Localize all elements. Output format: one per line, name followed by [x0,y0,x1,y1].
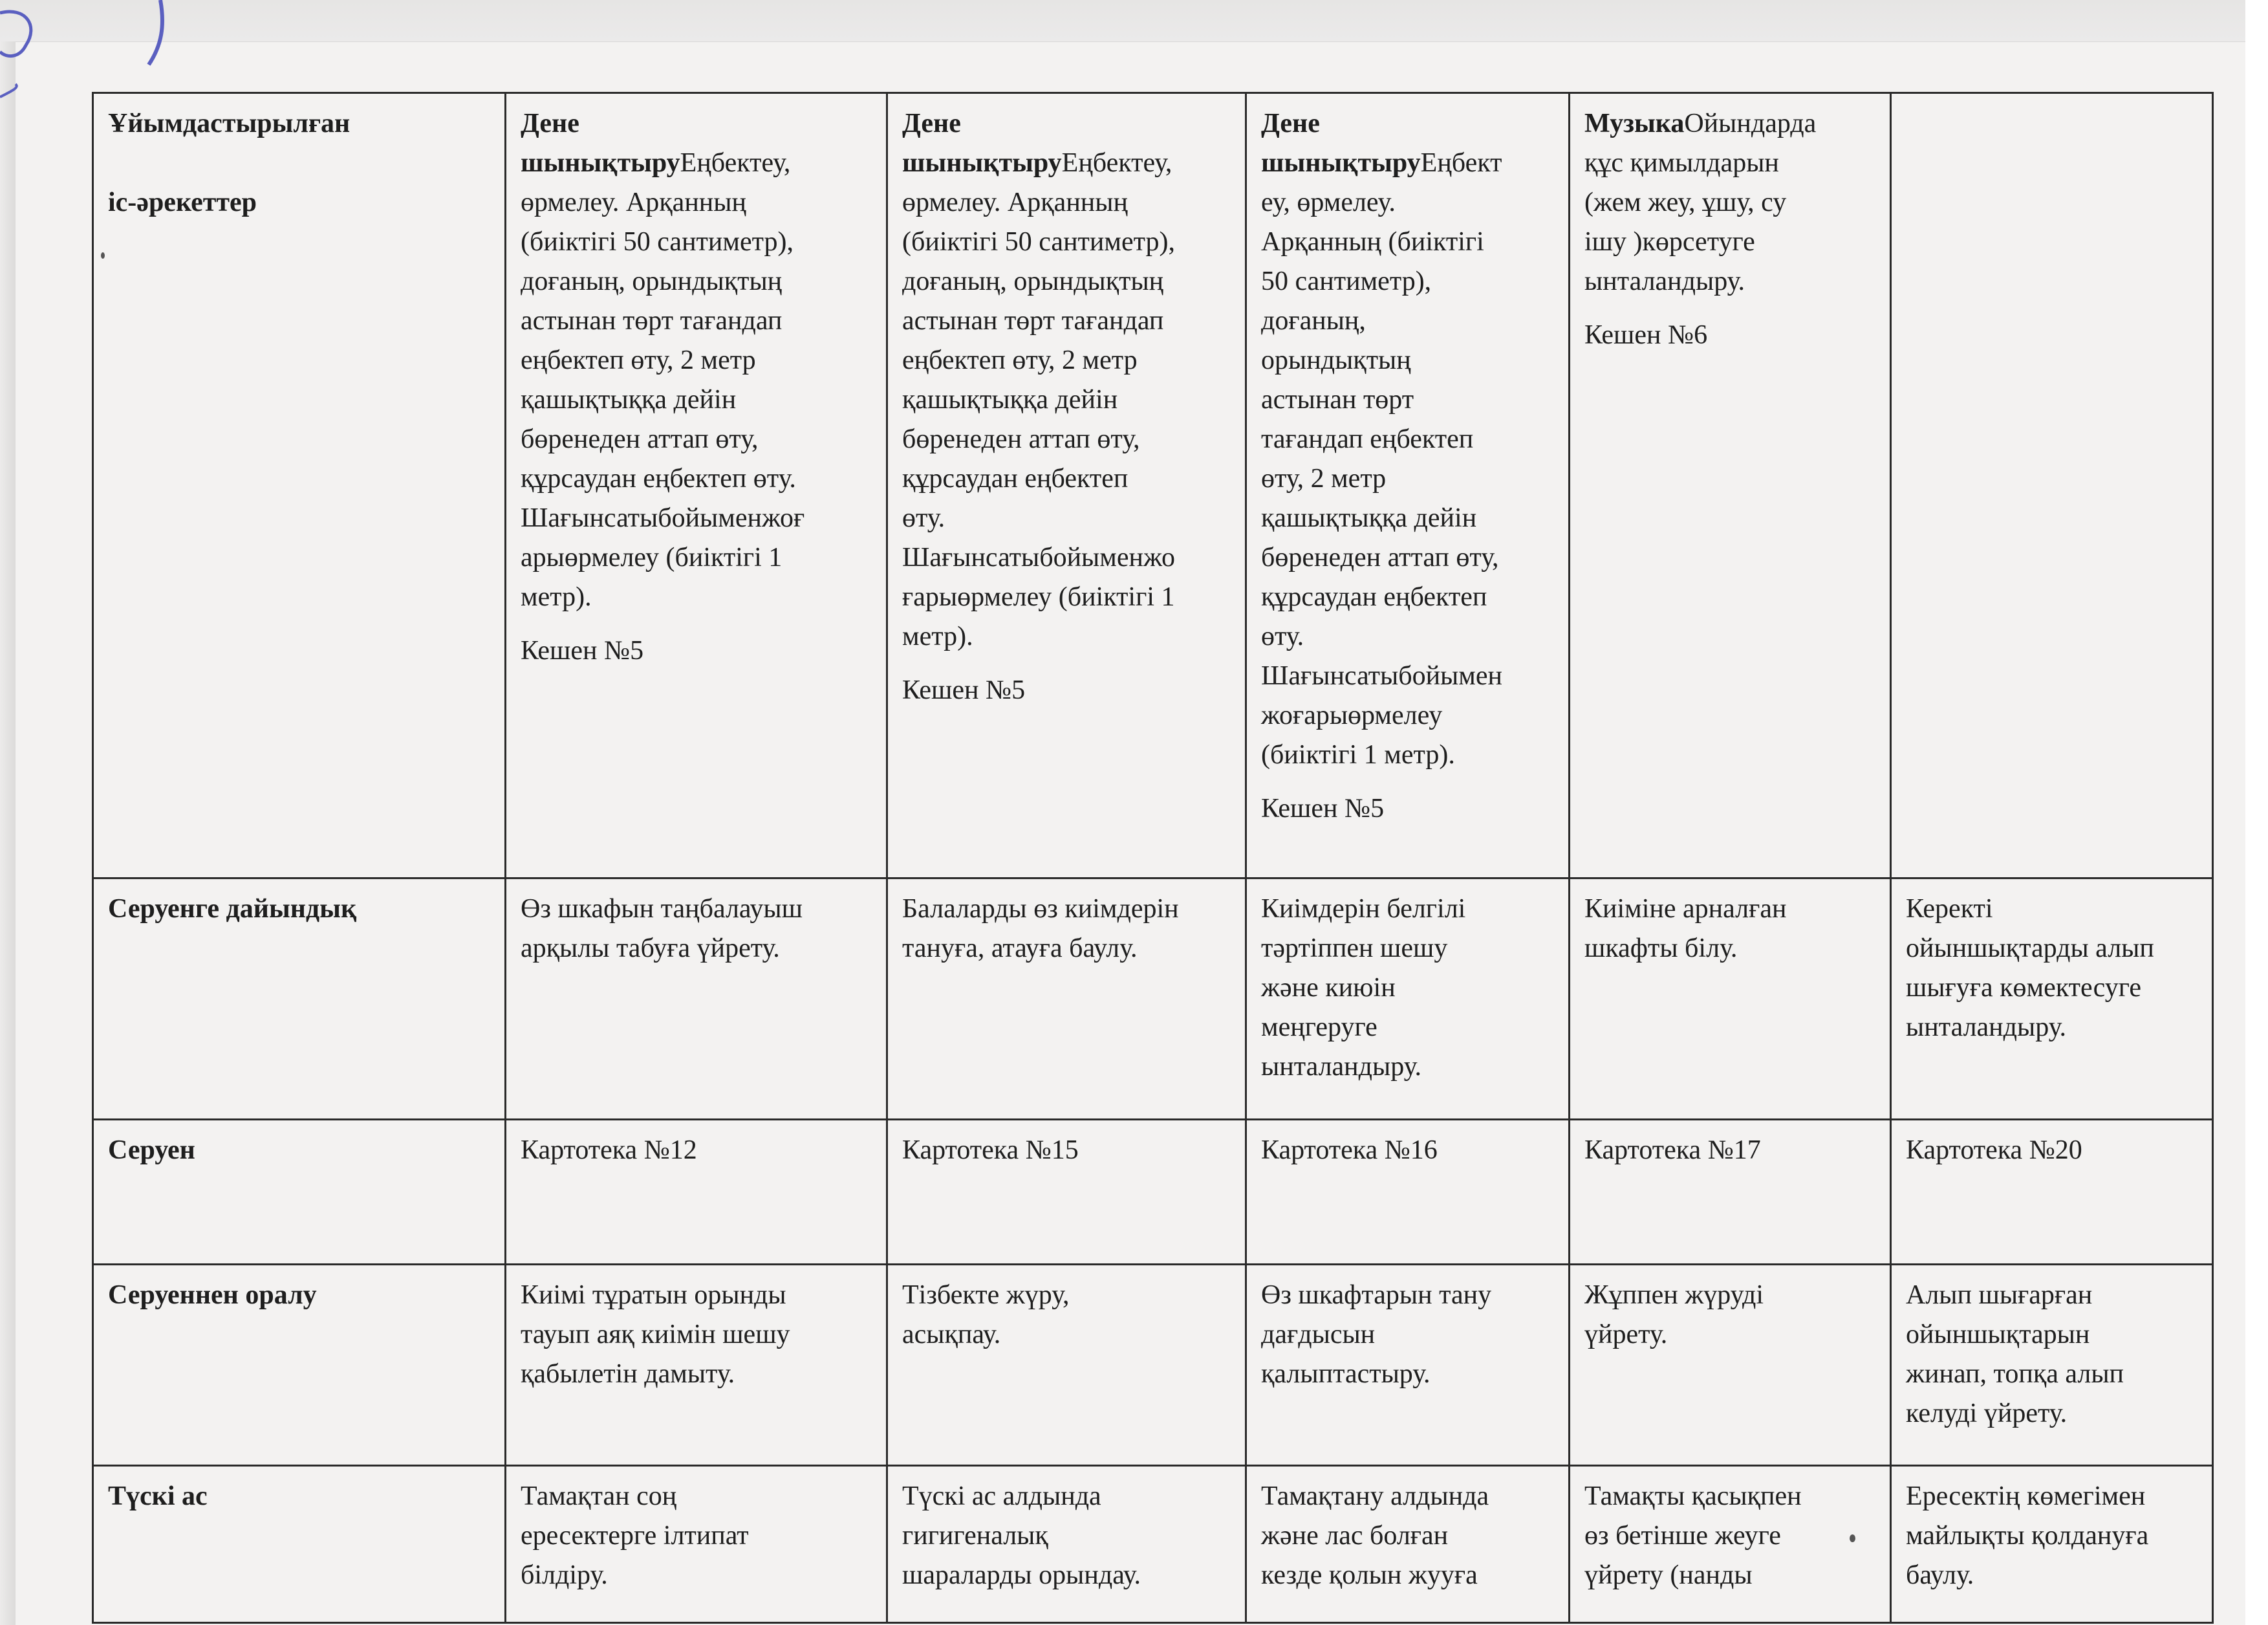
table-row [93,878,2213,1120]
table-row [93,1466,2213,1623]
scan-speck [1850,1534,1855,1542]
activity-cell: МузыкаОйындарда құс қимылдарын (жем жеу, ұшу, су ішу )көрсетуге ынталандыру. Кешен №6 [1570,93,1891,878]
activity-cell: Алып шығарған ойыншықтарын жинап, топқа алып келуді үйрету. [1891,1265,2213,1466]
scan-speck [101,252,105,259]
page-edge-shadow [0,41,16,1625]
activity-cell: Жұппен жүруді үйрету. [1570,1265,1891,1466]
row-label-lunch: Түскі ас [93,1466,506,1623]
row-label-return-from-walk: Серуеннен оралу [93,1265,506,1466]
activity-cell: Тамақты қасықпен өз бетінше жеуге үйрету (нанды [1570,1466,1891,1623]
activity-cell: Ересектің көмегімен майлықты қолдануға баулу. [1891,1466,2213,1623]
activity-cell: Өз шкафтарын тану дағдысын қалыптастыру. [1246,1265,1570,1466]
activity-cell: Картотека №17 [1570,1120,1891,1265]
activity-cell: Дене шынықтыруЕңбектеу, өрмелеу. Арқанның (биіктігі 50 сантиметр), доғаның, орындықтың астынан төрт тағандап еңбектеп өту, 2 метр қашықтыққа дейін бөренеден аттап өту, құрсаудан еңбектеп өту. Шағынсатыбойыменжо ғарыөрмелеу (биіктігі 1 метр). Кешен №5 [887,93,1246,878]
activity-cell: Дене шынықтыруЕңбект еу, өрмелеу. Арқанның (биіктігі 50 сантиметр), доғаның, орындықтың астынан төрт тағандап еңбектеп өту, 2 метр қашықтыққа дейін бөренеден аттап өту, құрсаудан еңбектеп өту. Шағынсатыбойымен жоғарыөрмелеу (биіктігі 1 метр). Кешен №5 [1246,93,1570,878]
activity-cell: Киімдерін белгілі тәртіппен шешу және киюін меңгеруге ынталандыру. [1246,878,1570,1120]
activity-cell: Картотека №16 [1246,1120,1570,1265]
activity-cell: Картотека №20 [1891,1120,2213,1265]
activity-cell: Түскі ас алдында гигигеналық шараларды орындау. [887,1466,1246,1623]
complex-number: Кешен №5 [1261,794,1385,823]
table-row [93,93,2213,878]
activity-cell: Картотека №15 [887,1120,1246,1265]
table-row [93,1265,2213,1466]
complex-number: Кешен №5 [902,675,1026,705]
activity-cell: Киімі тұратын орынды тауып аяқ киімін шешу қабылетін дамыту. [506,1265,887,1466]
activity-cell: Тамақтан соң ересектерге ілтипат білдіру. [506,1466,887,1623]
activity-cell: Киіміне арналған шкафты білу. [1570,878,1891,1120]
row-label-walk-preparation: Серуенге дайындық [93,878,506,1120]
complex-number: Кешен №6 [1584,320,1708,350]
activity-cell: Керекті ойыншықтарды алып шығуға көмектесуге ынталандыру. [1891,878,2213,1120]
activity-cell: Дене шынықтыруЕңбектеу, өрмелеу. Арқанның (биіктігі 50 сантиметр), доғаның, орындықтың астынан төрт тағандап еңбектеп өту, 2 метр қашықтыққа дейін бөренеден аттап өту, құрсаудан еңбектеп өту. Шағынсатыбойыменжоғ арыөрмелеу (биіктігі 1 метр). Кешен №5 [506,93,887,878]
overlapping-sheet-shadow [0,0,2245,42]
activity-cell: Балаларды өз киімдерін тануға, атауға баулу. [887,878,1246,1120]
activity-cell: Тізбекте жүру, асықпау. [887,1265,1246,1466]
daily-plan-table [92,92,2214,1624]
activity-cell: Тамақтану алдында және лас болған кезде қолын жууға [1246,1466,1570,1623]
activity-cell: Өз шкафын таңбалауыш арқылы табуға үйрету. [506,878,887,1120]
activity-cell: Картотека №12 [506,1120,887,1265]
row-label-walk: Серуен [93,1120,506,1265]
empty-cell [1891,93,2213,878]
scan-edge [2245,0,2268,1625]
complex-number: Кешен №5 [521,636,644,666]
row-label-organized-activities: Ұйымдастырылған іс-әрекеттер [93,93,506,878]
table-row [93,1120,2213,1265]
